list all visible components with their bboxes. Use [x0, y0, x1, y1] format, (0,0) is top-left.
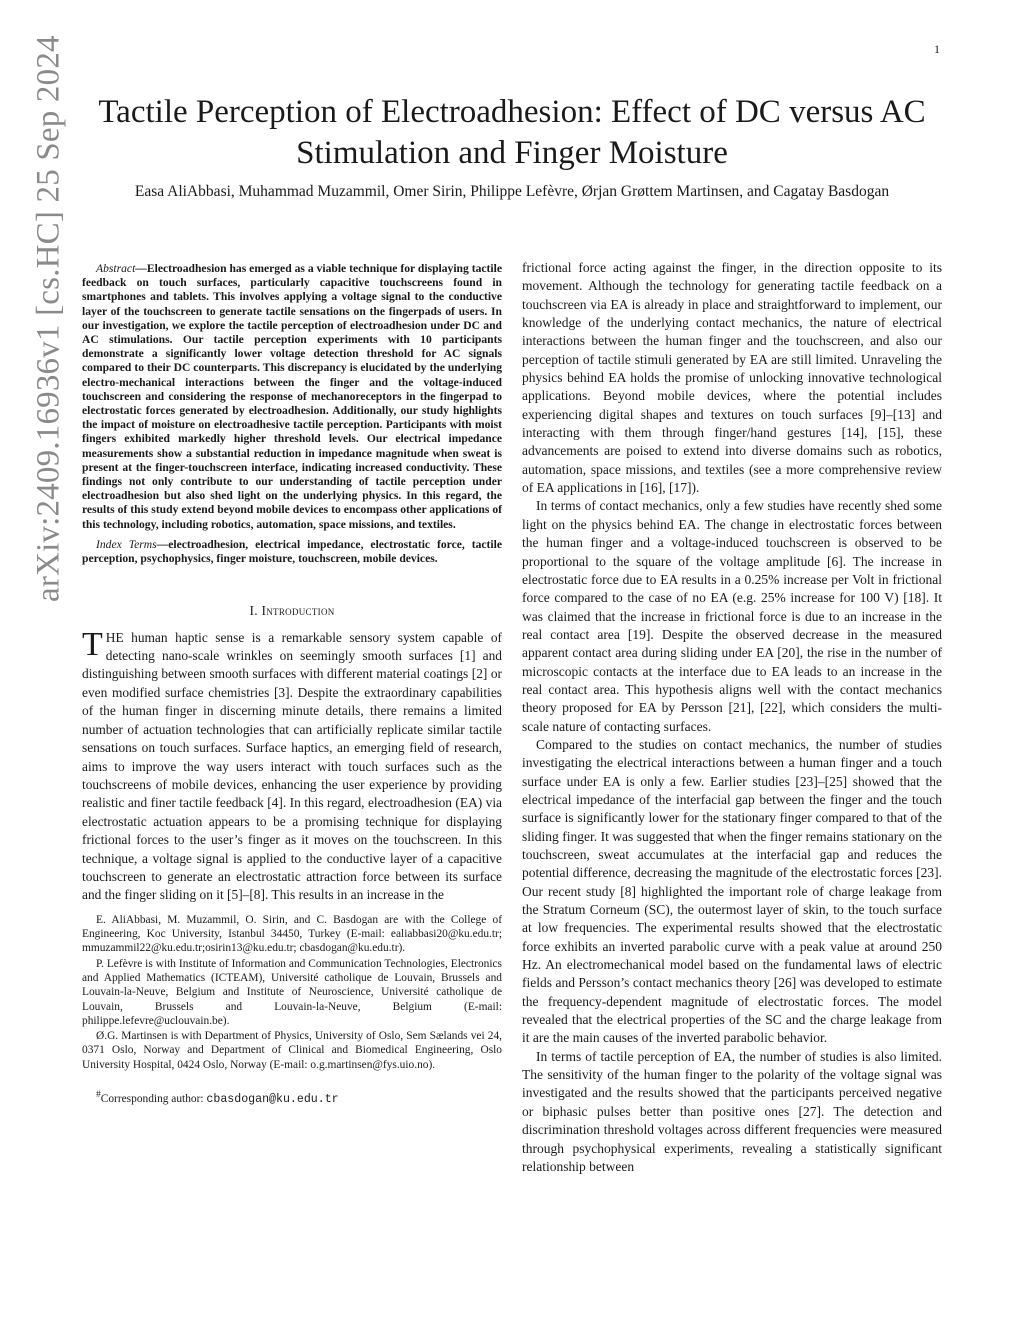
corresponding-author: [82, 1086, 502, 1109]
author-list: Easa AliAbbasi, Muhammad Muzammil, Omer Sirin, Philippe Lefèvre, Ørjan Grøttem Martinsen, and Cagatay Basdogan: [134, 183, 890, 200]
page-number: 1: [934, 42, 940, 56]
abstract: [82, 262, 502, 532]
section-heading: I. Introduction: [249, 603, 335, 619]
drop-cap: T: [82, 625, 103, 663]
body-paragraph: In terms of tactile perception of EA, the number of studies is also limited. The sensitivity of the human finger to the polarity of the voltage signal was investigated and the results showed that the participants perceived negative or biphasic pulses better than positive ones [27]. The detection and discrimination threshold voltages across different frequencies were measured through psychophysical experiments, revealing a statistically significant relationship between: [522, 1048, 942, 1174]
body-paragraph: frictional force acting against the finger, in the direction opposite to its movement. Although the technology for generating tactile feedback on a touchscreen via EA is already in place and straightforward to implement, our knowledge of the underlying contact mechanics, the nature of electrical interactions between the human finger and the touchscreen, and also our perception of tactile stimuli generated by EA are still limited. Unraveling the physics behind EA holds the promise of unlocking innovative technological applications. Beyond mobile devices, where the potential includes experiencing digital shapes and textures on touch surfaces [9]–[13] and interacting with them through finger/hand gestures [14], [15], these advancements are poised to extend into diverse domains such as robotics, automation, space missions, and textiles (see a more comprehensive review of EA applications in [16], [17]).: [522, 260, 942, 496]
corresponding-label: Corresponding author:: [100, 1092, 207, 1105]
paper-title: [60, 92, 964, 174]
index-terms-text: —electroadhesion, electrical impedance, electrostatic force, tactile perception, psychophysics, finger moisture, touchscreen, mobile devices.: [82, 537, 502, 566]
corresponding-symbol: #: [96, 1090, 101, 1101]
index-terms-label: Index Terms: [96, 537, 157, 551]
right-column: [522, 259, 942, 1176]
footnote-affiliation: E. AliAbbasi, M. Muzammil, O. Sirin, and C. Basdogan are with the College of Engineering, Koc University, Istanbul 34450, Turkey (E-mail: ealiabbasi20@ku.edu.tr; mmuzammil22@ku.edu.tr;osirin13@ku.edu.tr; cbasdogan@ku.edu.tr).: [82, 913, 502, 955]
left-column: [82, 262, 502, 1109]
title-line-2: Stimulation and Finger Moisture: [296, 135, 728, 171]
arxiv-identifier: arXiv:2409.16936v1 [cs.HC] 25 Sep 2024: [30, 35, 67, 602]
footnotes: [82, 913, 502, 1072]
footnote-affiliation: Ø.G. Martinsen is with Department of Physics, University of Oslo, Sem Sælands vei 24, 0371 Oslo, Norway and Department of Clinical and Biomedical Engineering, Oslo University Hospital, 0424 Oslo, Norway (E-mail: o.g.martinsen@fys.uio.no).: [82, 1030, 502, 1071]
abstract-text: —Electroadhesion has emerged as a viable technique for displaying tactile feedback on touch surfaces, particularly capacitive touchscreens found in smartphones and tablets. This involves applying a voltage signal to the conductive layer of the touchscreen to generate tactile sensations on the fingerpads of users. In our investigation, we explore the tactile perception of electroadhesion under DC and AC stimulations. Our tactile perception experiments with 10 participants demonstrate a significantly lower voltage detection threshold for AC signals compared to their DC counterparts. This discrepancy is elucidated by the underlying electro-mechanical interactions between the finger and the voltage-induced touchscreen and considering the response of mechanoreceptors in the fingerpad to electrostatic forces generated by electroadhesion. Additionally, our study highlights the impact of moisture on electroadhesive tactile perception. Participants with moist fingers exhibited markedly higher threshold levels. Our electrical impedance measurements show a substantial reduction in impedance magnitude when sweat is present at the finger-touchscreen interface, indicating increased conductivity. These findings not only contribute to our understanding of tactile perception under electroadhesion but also shed light on the underlying physics. In this regard, the results of this study extend beyond mobile devices to encompass other applications of this technology, including robotics, automation, space missions, and textiles.: [82, 262, 502, 531]
intro-text: HE human haptic sense is a remarkable sensory system capable of detecting nano-scale wrinkles on seemingly smooth surfaces [1] and distinguishing between smooth surfaces with different material coatings [2] or even modified surface chemistries [3]. Despite the extraordinary capabilities of the human finger in discerning minute details, there remains a limited number of actuation technologies that can artificially replicate similar tactile sensations on touch surfaces. Surface haptics, an emerging field of research, aims to improve the way users interact with touch surfaces such as the touchscreens of mobile devices, enhancing the user experience by providing realistic and finer tactile feedback [4]. In this regard, electroadhesion (EA) via electrostatic actuation appears to be a promising technique for displaying frictional forces to the user’s finger as it moves on the touchscreen. In this technique, a voltage signal is applied to the conductive layer of a capacitive touchscreen to generate an electrostatic attraction force between its surface and the finger sliding on it [5]–[8]. This results in an increase in the: [82, 629, 502, 903]
footnote-affiliation: P. Lefèvre is with Institute of Information and Communication Technologies, Electronics and Applied Mathematics (ICTEAM), Université catholique de Louvain, Brussels and Louvain-la-Neuve, Belgium and Institute of Neuroscience, Université catholique de Louvain, Brussels and Louvain-la-Neuve, Belgium (E-mail: philippe.lefevre@uclouvain.be).: [82, 957, 502, 1027]
intro-paragraph: [82, 625, 502, 905]
body-paragraph: In terms of contact mechanics, only a few studies have recently shed some light on the physics behind EA. The change in electrostatic forces between the human finger and a voltage-induced touchscreen is observed to be proportional to the square of the voltage amplitude [6]. The increase in electrostatic force due to EA results in a 0.25% increase per Volt in frictional force compared to the case of no EA (e.g. 25% increase for 100 V) [18]. It was claimed that the increase in frictional force is due to an increase in the real contact area [19]. Despite the observed decrease in the measured apparent contact area during sliding under EA [20], the rise in the number of microscopic contacts at the interface due to EA leads to an increase in the real contact area. This hypothesis aligns well with the contact mechanics theory proposed for EA by Persson [21], [22], which considers the multi-scale nature of contacting surfaces.: [522, 498, 942, 734]
body-paragraph: Compared to the studies on contact mechanics, the number of studies investigating the electrical interactions between a human finger and a touch surface under EA is only a few. Earlier studies [23]–[25] showed that the electrical impedance of the interfacial gap between the finger and the touch surface is significantly lower for the stationary finger compared to that of the sliding finger. It was suggested that when the finger remains stationary on the touchscreen, sweat accumulates at the interfacial gap and reduces the potential difference, decreasing the magnitude of the electrostatic forces [23]. Our recent study [8] highlighted the important role of charge leakage from the Stratum Corneum (SC), the outermost layer of skin, to the touch surface at low frequencies. The experimental results showed that the electrostatic force exhibits an inverted parabolic curve with a peak value at around 250 Hz. An electromechanical model based on the fundamental laws of electric fields and Persson’s contact mechanics theory [26] was developed to estimate the frequency-dependent magnitude of electrostatic forces. The model revealed that the electrical properties of the SC and the charge leakage from it are the main causes of the inverted parabolic behavior.: [522, 736, 942, 1046]
index-terms: [82, 538, 502, 566]
abstract-label: Abstract: [96, 262, 136, 275]
corresponding-email[interactable]: cbasdogan@ku.edu.tr: [206, 1092, 339, 1106]
title-line-1: Tactile Perception of Electroadhesion: Effect of DC versus AC: [98, 94, 926, 130]
